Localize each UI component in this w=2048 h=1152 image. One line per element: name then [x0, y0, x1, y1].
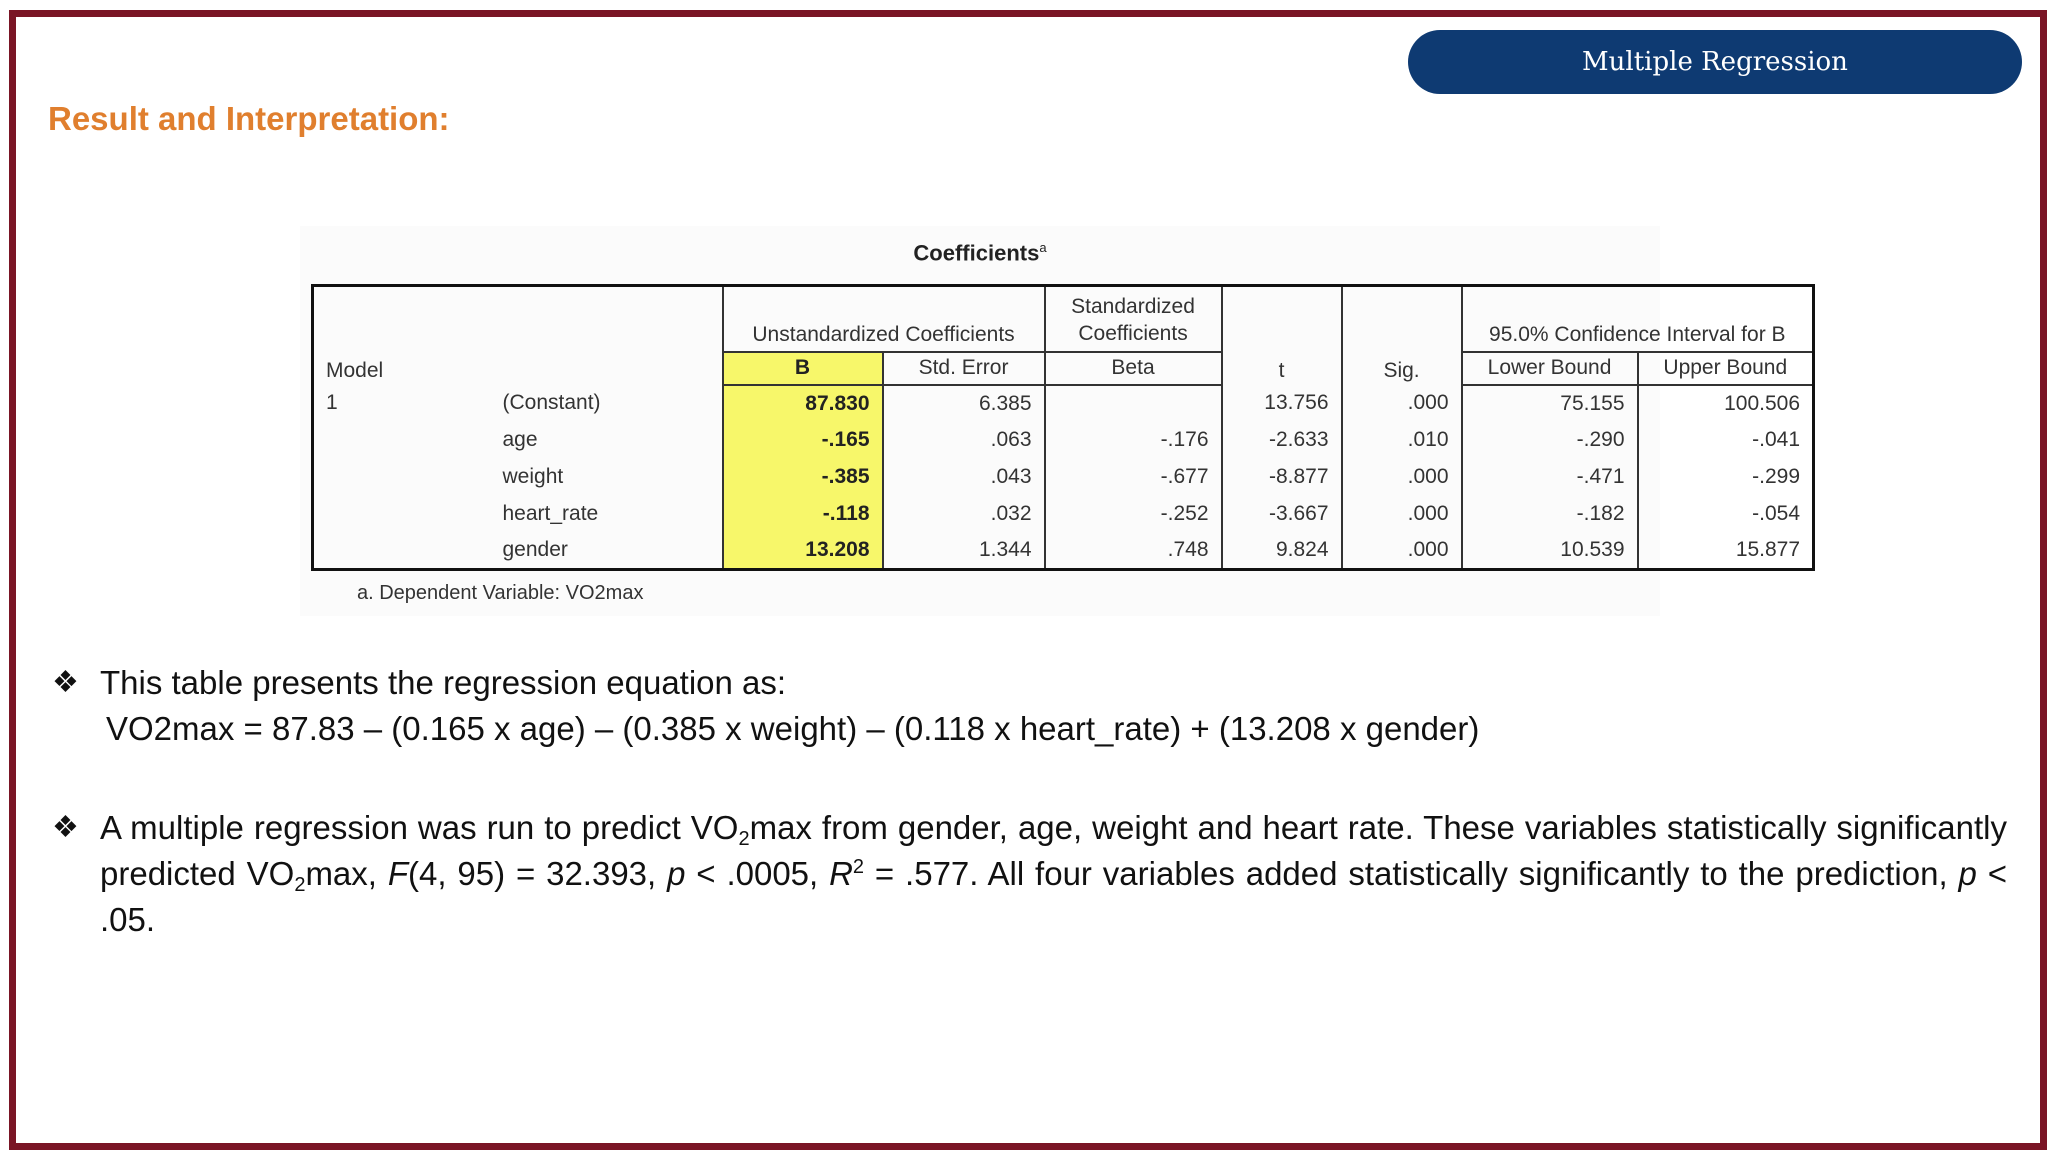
- col-model: Model: [326, 358, 384, 382]
- table-row: weight -.385 .043 -.677 -8.877 .000 -.471 -.299: [313, 459, 1814, 496]
- section-badge-label: Multiple Regression: [1582, 47, 1848, 77]
- regression-equation: VO2max = 87.83 – (0.165 x age) – (0.385 x weight) – (0.118 x heart_rate) + (13.208 x gender): [106, 710, 1480, 747]
- table-title: Coefficients$^a$: [913, 240, 1047, 266]
- interpretation-text: A multiple regression was run to predict $VO_2\max$ from gender, age, weight and heart rate. These variables statistically significantly predicted $VO_2\max$, F(4, 95) = 32.393, p < .0005, $R^2 = .577$. All four variables added statistically significantly to the prediction, p < .05.: [100, 809, 2007, 938]
- col-lower-bound: Lower Bound: [1462, 352, 1638, 385]
- col-t: t: [1222, 286, 1342, 385]
- col-upper-bound: Upper Bound: [1638, 352, 1814, 385]
- group-ci: 95.0% Confidence Interval for B: [1462, 286, 1814, 352]
- table-footnote: a. Dependent Variable: VO2max: [357, 582, 644, 604]
- coefficients-table: [311, 284, 1815, 571]
- table-row: gender 13.208 1.344 .748 9.824 .000 10.539 15.877: [313, 533, 1814, 570]
- diamond-bullet-icon: ❖: [52, 811, 79, 844]
- diamond-bullet-icon: ❖: [52, 666, 79, 699]
- table-row: 1 (Constant) 87.830 6.385 13.756 .000 75.155 100.506: [313, 385, 1814, 422]
- coefficients-table-image: [300, 226, 1801, 616]
- bullet-equation-intro: This table presents the regression equation as:: [100, 664, 787, 701]
- section-heading: Result and Interpretation:: [48, 100, 450, 137]
- table-row: age -.165 .063 -.176 -2.633 .010 -.290 -.041: [313, 422, 1814, 459]
- bullet-equation: [52, 660, 2007, 752]
- table-header-row-1: [313, 286, 1814, 352]
- group-unstandardized: Unstandardized Coefficients: [723, 286, 1045, 352]
- section-badge: [1408, 30, 2022, 94]
- group-standardized: Standardized Coefficients: [1045, 286, 1222, 352]
- col-b: B: [723, 352, 883, 385]
- col-beta: Beta: [1045, 352, 1222, 385]
- table-row: heart_rate -.118 .032 -.252 -3.667 .000 -.182 -.054: [313, 496, 1814, 533]
- bullet-interpretation: [52, 805, 2007, 943]
- col-sig: Sig.: [1342, 286, 1462, 385]
- col-std-error: Std. Error: [883, 352, 1045, 385]
